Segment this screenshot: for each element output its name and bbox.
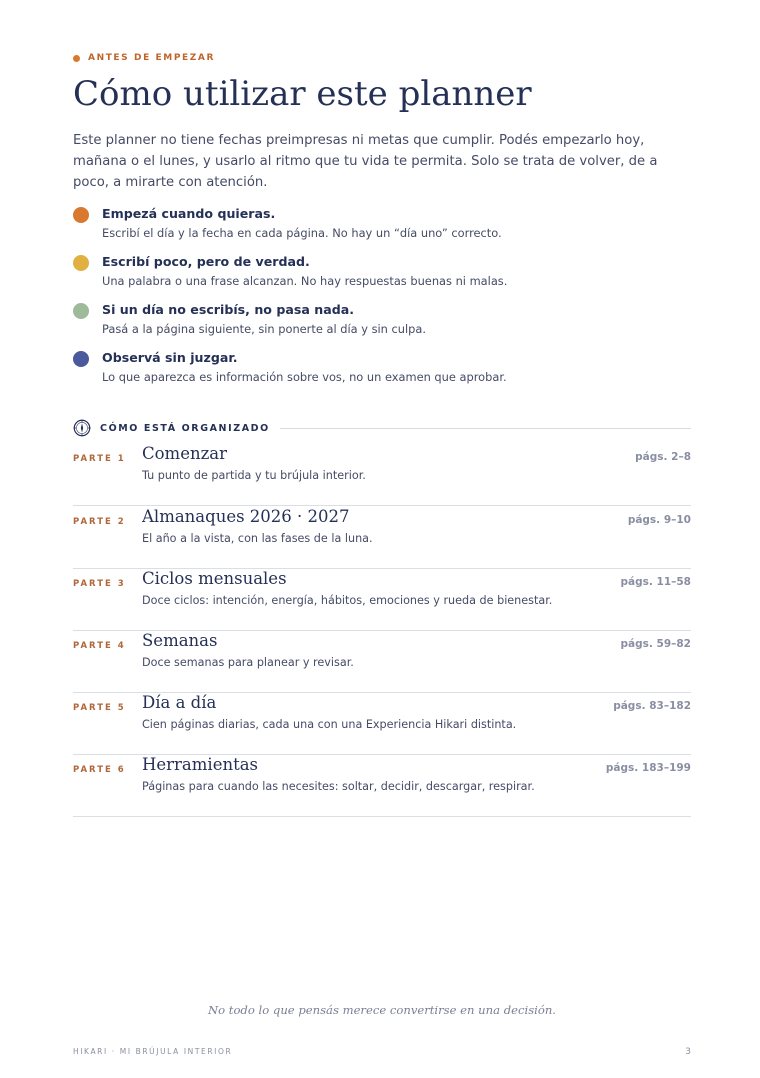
compass-icon [73, 419, 91, 437]
part-number: PARTE 1 [73, 454, 126, 464]
part-desc: Doce ciclos: intención, energía, hábitos, emociones y rueda de bienestar. [142, 594, 553, 607]
closing-quote: No todo lo que pensás merece convertirse en una decisión. [207, 1003, 556, 1017]
tip-item [73, 301, 691, 349]
eyebrow-dot [73, 55, 80, 62]
part-pages: págs. 183–199 [605, 762, 691, 774]
part-pages: págs. 2–8 [635, 451, 691, 463]
part-number: PARTE 5 [73, 703, 126, 713]
parts-list [73, 444, 691, 817]
part-row [73, 507, 691, 569]
divider [280, 428, 691, 429]
tip-desc: Lo que aparezca es información sobre vos, no un examen que aprobar. [102, 370, 507, 384]
eyebrow-label: ANTES DE EMPEZAR [88, 53, 216, 63]
part-pages: págs. 11–58 [620, 576, 691, 588]
section-label: CÓMO ESTÁ ORGANIZADO [100, 422, 270, 434]
tip-item [73, 349, 691, 397]
bullet-dot-icon [73, 303, 89, 319]
page-title: Cómo utilizar este planner [73, 74, 532, 114]
part-name: Día a día [142, 693, 217, 712]
bullet-dot-icon [73, 255, 89, 271]
bullet-dot-icon [73, 207, 89, 223]
part-number: PARTE 3 [73, 579, 126, 589]
part-pages: págs. 59–82 [620, 638, 691, 650]
part-pages: págs. 83–182 [613, 700, 691, 712]
part-desc: El año a la vista, con las fases de la luna. [142, 532, 373, 545]
tip-item [73, 253, 691, 301]
footer-brand: HIKARI · MI BRÚJULA INTERIOR [73, 1047, 233, 1056]
part-name: Ciclos mensuales [142, 569, 287, 588]
tip-item [73, 205, 691, 253]
part-desc: Tu punto de partida y tu brújula interior. [142, 469, 366, 482]
part-name: Almanaques 2026 · 2027 [142, 507, 350, 526]
part-name: Herramientas [142, 755, 259, 774]
document-page [73, 0, 691, 1078]
eyebrow [73, 53, 215, 63]
part-row [73, 569, 691, 631]
part-desc: Páginas para cuando las necesites: soltar, decidir, descargar, respirar. [142, 780, 535, 793]
tip-desc: Una palabra o una frase alcanzan. No hay respuestas buenas ni malas. [102, 274, 508, 288]
tips-list [73, 205, 691, 397]
part-row [73, 631, 691, 693]
tip-desc: Escribí el día y la fecha en cada página. No hay un “día uno” correcto. [102, 226, 502, 240]
tip-title: Empezá cuando quieras. [102, 206, 276, 221]
part-row [73, 444, 691, 506]
bullet-dot-icon [73, 351, 89, 367]
part-row [73, 693, 691, 755]
part-number: PARTE 4 [73, 641, 126, 651]
tip-desc: Pasá a la página siguiente, sin ponerte al día y sin culpa. [102, 322, 427, 336]
part-name: Comenzar [142, 444, 228, 463]
page-footer [73, 1047, 691, 1061]
tip-title: Escribí poco, pero de verdad. [102, 254, 310, 269]
part-number: PARTE 2 [73, 517, 126, 527]
part-pages: págs. 9–10 [627, 514, 691, 526]
part-number: PARTE 6 [73, 765, 126, 775]
page-number: 3 [685, 1047, 691, 1057]
part-row [73, 755, 691, 817]
part-desc: Doce semanas para planear y revisar. [142, 656, 354, 669]
section-header [73, 418, 691, 438]
tip-title: Si un día no escribís, no pasa nada. [102, 302, 354, 317]
intro-paragraph: Este planner no tiene fechas preimpresas ni metas que cumplir. Podés empezarlo hoy, mañana o el lunes, y usarlo al ritmo que tu vida te permita. Solo se trata de volver, de a poco, a mirarte con atención. [73, 133, 658, 190]
part-name: Semanas [142, 631, 218, 650]
part-desc: Cien páginas diarias, cada una con una Experiencia Hikari distinta. [142, 718, 517, 731]
tip-title: Observá sin juzgar. [102, 350, 238, 365]
